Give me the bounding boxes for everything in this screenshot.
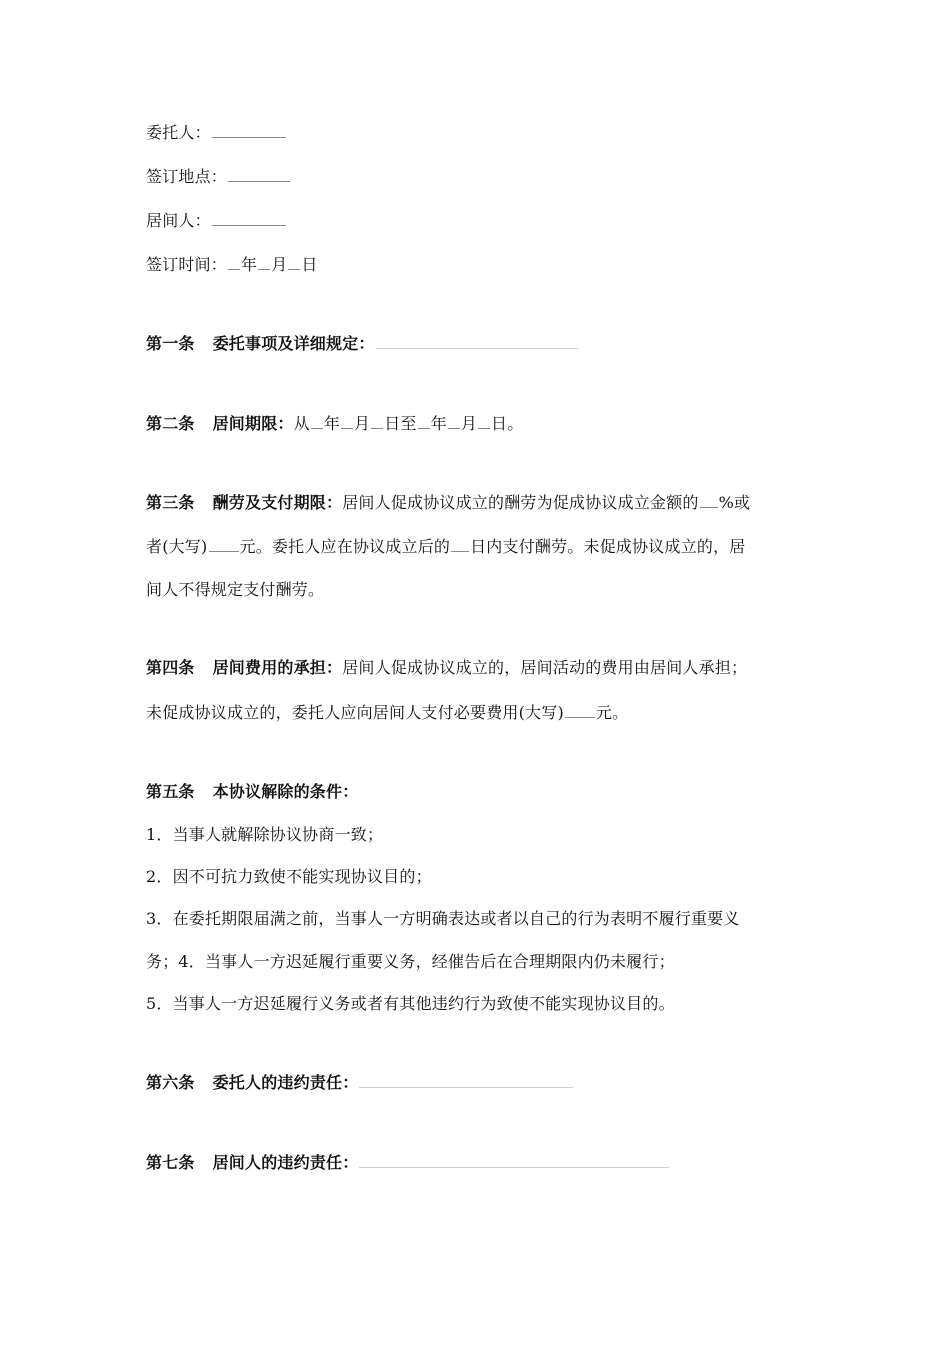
article-5-heading: 本协议解除的条件： xyxy=(212,782,359,801)
amount-blank[interactable] xyxy=(209,535,239,552)
article-4-line-1 xyxy=(146,657,747,679)
list-item: 2．因不可抗力致使不能实现协议目的； xyxy=(146,867,432,886)
start-day-text: 日至 xyxy=(384,414,417,433)
article-3-line-2 xyxy=(146,535,746,558)
list-item: 3．在委托期限届满之前，当事人一方明确表达或者以自己的行为表明不履行重要义 xyxy=(146,909,740,928)
article-4-line-2 xyxy=(146,701,628,724)
article-5 xyxy=(146,781,358,803)
end-month-blank[interactable] xyxy=(448,412,460,429)
article-1 xyxy=(146,332,579,355)
article-4-text-2a: 未促成协议成立的，委托人应向居间人支付必要费用(大写) xyxy=(146,703,564,722)
time-label: 签订时间： xyxy=(146,255,228,274)
article-4-text-1: 居间人促成协议成立的，居间活动的费用由居间人承担； xyxy=(342,658,748,677)
month-text: 月 xyxy=(271,255,288,274)
year-text: 年 xyxy=(241,255,258,274)
article-3-text-2b: 元。委托人应在协议成立后的 xyxy=(239,537,451,556)
article-1-heading: 委托事项及详细规定： xyxy=(212,334,375,353)
place-line xyxy=(146,165,291,188)
article-4-heading: 居间费用的承担： xyxy=(212,658,343,677)
days-blank[interactable] xyxy=(451,535,469,552)
article-1-title: 第一条 xyxy=(146,334,195,353)
list-item: 1．当事人就解除协议协商一致； xyxy=(146,825,384,844)
article-3-title: 第三条 xyxy=(146,493,195,512)
broker-line xyxy=(146,209,287,232)
article-5-title: 第五条 xyxy=(146,782,195,801)
percent-blank[interactable] xyxy=(700,491,718,508)
article-7-heading: 居间人的违约责任： xyxy=(212,1153,359,1172)
article-6-title: 第六条 xyxy=(146,1073,195,1092)
article-3-text-1b: %或 xyxy=(718,493,751,512)
end-year-blank[interactable] xyxy=(418,412,430,429)
article-7-blank[interactable] xyxy=(359,1151,669,1168)
end-month-text: 月 xyxy=(460,414,478,433)
article-3-line-1 xyxy=(146,491,750,514)
client-line xyxy=(146,121,287,144)
list-item: 务；4．当事人一方迟延履行重要义务，经催告后在合理期限内仍未履行； xyxy=(146,952,675,971)
start-day-blank[interactable] xyxy=(371,412,383,429)
start-month-text: 月 xyxy=(354,414,371,433)
article-6 xyxy=(146,1071,574,1094)
article-4-text-2b: 元。 xyxy=(595,703,629,722)
place-label: 签订地点： xyxy=(146,167,228,186)
year-blank[interactable] xyxy=(228,253,240,270)
place-blank[interactable] xyxy=(228,165,290,182)
end-day-blank[interactable] xyxy=(478,412,490,429)
time-line xyxy=(146,253,318,276)
list-item: 5．当事人一方迟延履行义务或者有其他违约行为致使不能实现协议目的。 xyxy=(146,994,675,1013)
expense-blank[interactable] xyxy=(565,701,595,718)
article-1-blank[interactable] xyxy=(376,332,578,349)
client-label: 委托人： xyxy=(146,123,211,142)
article-7 xyxy=(146,1151,670,1174)
start-year-blank[interactable] xyxy=(311,412,323,429)
end-day-text: 日。 xyxy=(491,414,524,433)
client-blank[interactable] xyxy=(212,121,286,138)
article-3-text-1: 居间人促成协议成立的酬劳为促成协议成立金额的 xyxy=(342,493,699,512)
day-blank[interactable] xyxy=(288,253,300,270)
article-3-text-2c: 日内支付酬劳。未促成协议成立的，居 xyxy=(470,537,746,556)
article-3-text-3: 间人不得规定支付酬劳。 xyxy=(146,580,325,599)
article-7-title: 第七条 xyxy=(146,1153,195,1172)
article-2 xyxy=(146,412,523,435)
start-year-text: 年 xyxy=(323,414,341,433)
article-3-line-3 xyxy=(146,579,324,601)
article-2-heading: 居间期限： xyxy=(212,414,294,433)
end-year-text: 年 xyxy=(430,414,447,433)
from-text: 从 xyxy=(293,414,310,433)
article-4-title: 第四条 xyxy=(146,658,195,677)
article-3-text-2a: 者(大写) xyxy=(146,537,208,556)
month-blank[interactable] xyxy=(258,253,270,270)
article-6-heading: 委托人的违约责任： xyxy=(212,1073,359,1092)
day-text: 日 xyxy=(301,255,318,274)
article-2-title: 第二条 xyxy=(146,414,195,433)
broker-label: 居间人： xyxy=(146,211,211,230)
article-3-heading: 酬劳及支付期限： xyxy=(212,493,343,512)
article-6-blank[interactable] xyxy=(359,1071,573,1088)
start-month-blank[interactable] xyxy=(341,412,353,429)
broker-blank[interactable] xyxy=(212,209,286,226)
